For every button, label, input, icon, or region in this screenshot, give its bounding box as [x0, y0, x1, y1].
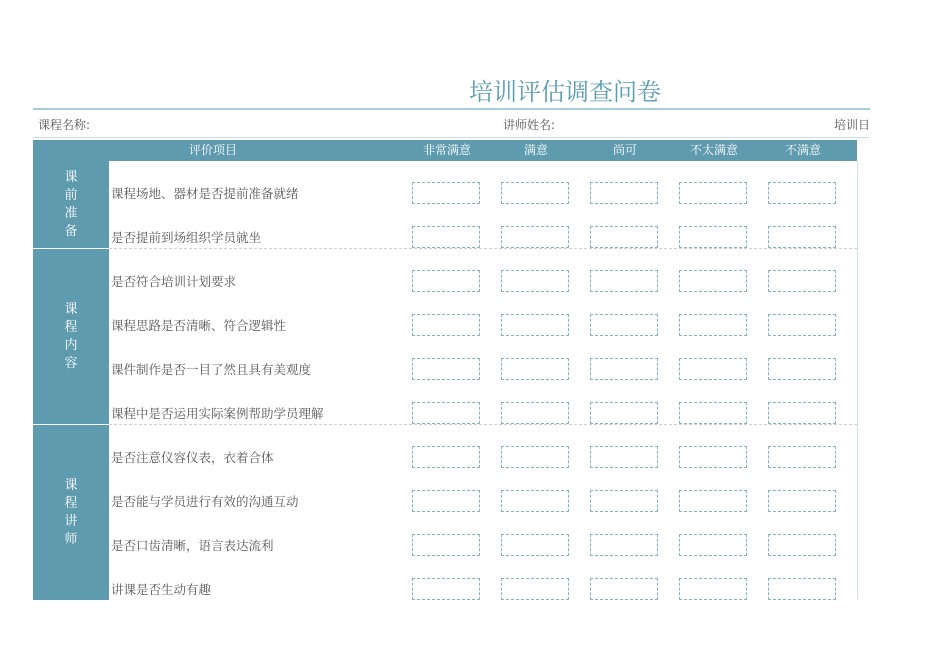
training-date-label: 培训日 [833, 118, 870, 132]
rating-box-3[interactable] [590, 270, 658, 292]
rating-box-3[interactable] [590, 402, 658, 424]
rating-box-1[interactable] [412, 270, 480, 292]
survey-table [33, 161, 858, 600]
rating-box-4[interactable] [679, 402, 747, 424]
section-pre-class [33, 161, 109, 248]
survey-item-text: 课程场地、器材是否提前准备就绪 [111, 186, 299, 201]
survey-item-text: 是否注意仪容仪表，衣着合体 [111, 450, 274, 465]
rating-box-3[interactable] [590, 314, 658, 336]
rating-box-2[interactable] [501, 270, 569, 292]
rating-box-5[interactable] [768, 402, 836, 424]
rating-box-4[interactable] [679, 314, 747, 336]
rating-box-1[interactable] [412, 446, 480, 468]
info-row [33, 114, 870, 136]
page-title: 培训评估调查问卷 [469, 78, 661, 106]
header-very-satisfied: 非常满意 [422, 143, 471, 157]
rating-box-5[interactable] [768, 446, 836, 468]
rating-box-5[interactable] [768, 490, 836, 512]
survey-item-text: 课程思路是否清晰、符合逻辑性 [111, 318, 287, 333]
rating-box-4[interactable] [679, 270, 747, 292]
rating-box-5[interactable] [768, 182, 836, 204]
section-divider [109, 248, 857, 249]
rating-box-5[interactable] [768, 534, 836, 556]
rating-box-5[interactable] [768, 358, 836, 380]
rating-box-1[interactable] [412, 578, 480, 600]
rating-box-1[interactable] [412, 314, 480, 336]
section-instructor [33, 425, 109, 600]
teacher-name-label: 讲师姓名: [503, 118, 556, 132]
rating-box-1[interactable] [412, 534, 480, 556]
header-item: 评价项目 [188, 143, 237, 157]
rating-box-4[interactable] [679, 446, 747, 468]
rating-box-3[interactable] [590, 182, 658, 204]
header-not-very-satisfied: 不太满意 [689, 143, 738, 157]
rating-box-1[interactable] [412, 182, 480, 204]
section-label: 课程内容 [64, 301, 78, 371]
rating-box-2[interactable] [501, 314, 569, 336]
survey-item-text: 课程中是否运用实际案例帮助学员理解 [111, 406, 324, 421]
header-dissatisfied: 不满意 [784, 143, 821, 157]
rating-box-1[interactable] [412, 402, 480, 424]
rating-box-5[interactable] [768, 314, 836, 336]
survey-item-text: 是否提前到场组织学员就坐 [111, 230, 262, 245]
rating-box-4[interactable] [679, 534, 747, 556]
rating-box-4[interactable] [679, 226, 747, 248]
rating-box-1[interactable] [412, 490, 480, 512]
rating-box-1[interactable] [412, 358, 480, 380]
rating-box-3[interactable] [590, 358, 658, 380]
rating-box-2[interactable] [501, 358, 569, 380]
course-name-label: 课程名称: [38, 118, 91, 132]
rating-box-1[interactable] [412, 226, 480, 248]
rating-box-2[interactable] [501, 182, 569, 204]
rating-box-2[interactable] [501, 446, 569, 468]
info-underline [33, 137, 870, 138]
section-label: 课前准备 [64, 169, 78, 239]
survey-item-text: 是否符合培训计划要求 [111, 274, 237, 289]
section-course-content [33, 249, 109, 424]
rating-box-4[interactable] [679, 578, 747, 600]
section-label: 课程讲师 [64, 477, 78, 547]
rating-box-5[interactable] [768, 578, 836, 600]
table-header [33, 140, 857, 161]
rating-box-4[interactable] [679, 490, 747, 512]
rating-box-2[interactable] [501, 534, 569, 556]
rating-box-4[interactable] [679, 358, 747, 380]
rating-box-3[interactable] [590, 490, 658, 512]
rating-box-3[interactable] [590, 446, 658, 468]
rating-box-5[interactable] [768, 226, 836, 248]
rating-box-3[interactable] [590, 226, 658, 248]
rating-box-3[interactable] [590, 534, 658, 556]
section-divider [109, 424, 857, 425]
header-acceptable: 尚可 [612, 143, 637, 157]
rating-box-5[interactable] [768, 270, 836, 292]
rating-box-2[interactable] [501, 490, 569, 512]
survey-item-text: 是否口齿清晰，语言表达流利 [111, 538, 274, 553]
survey-item-text: 是否能与学员进行有效的沟通互动 [111, 494, 299, 509]
title-underline [33, 108, 870, 110]
rating-box-2[interactable] [501, 578, 569, 600]
header-satisfied: 满意 [523, 143, 548, 157]
rating-box-4[interactable] [679, 182, 747, 204]
rating-box-2[interactable] [501, 226, 569, 248]
survey-item-text: 讲课是否生动有趣 [111, 582, 212, 597]
survey-item-text: 课件制作是否一目了然且具有美观度 [111, 362, 312, 377]
rating-box-3[interactable] [590, 578, 658, 600]
rating-box-2[interactable] [501, 402, 569, 424]
